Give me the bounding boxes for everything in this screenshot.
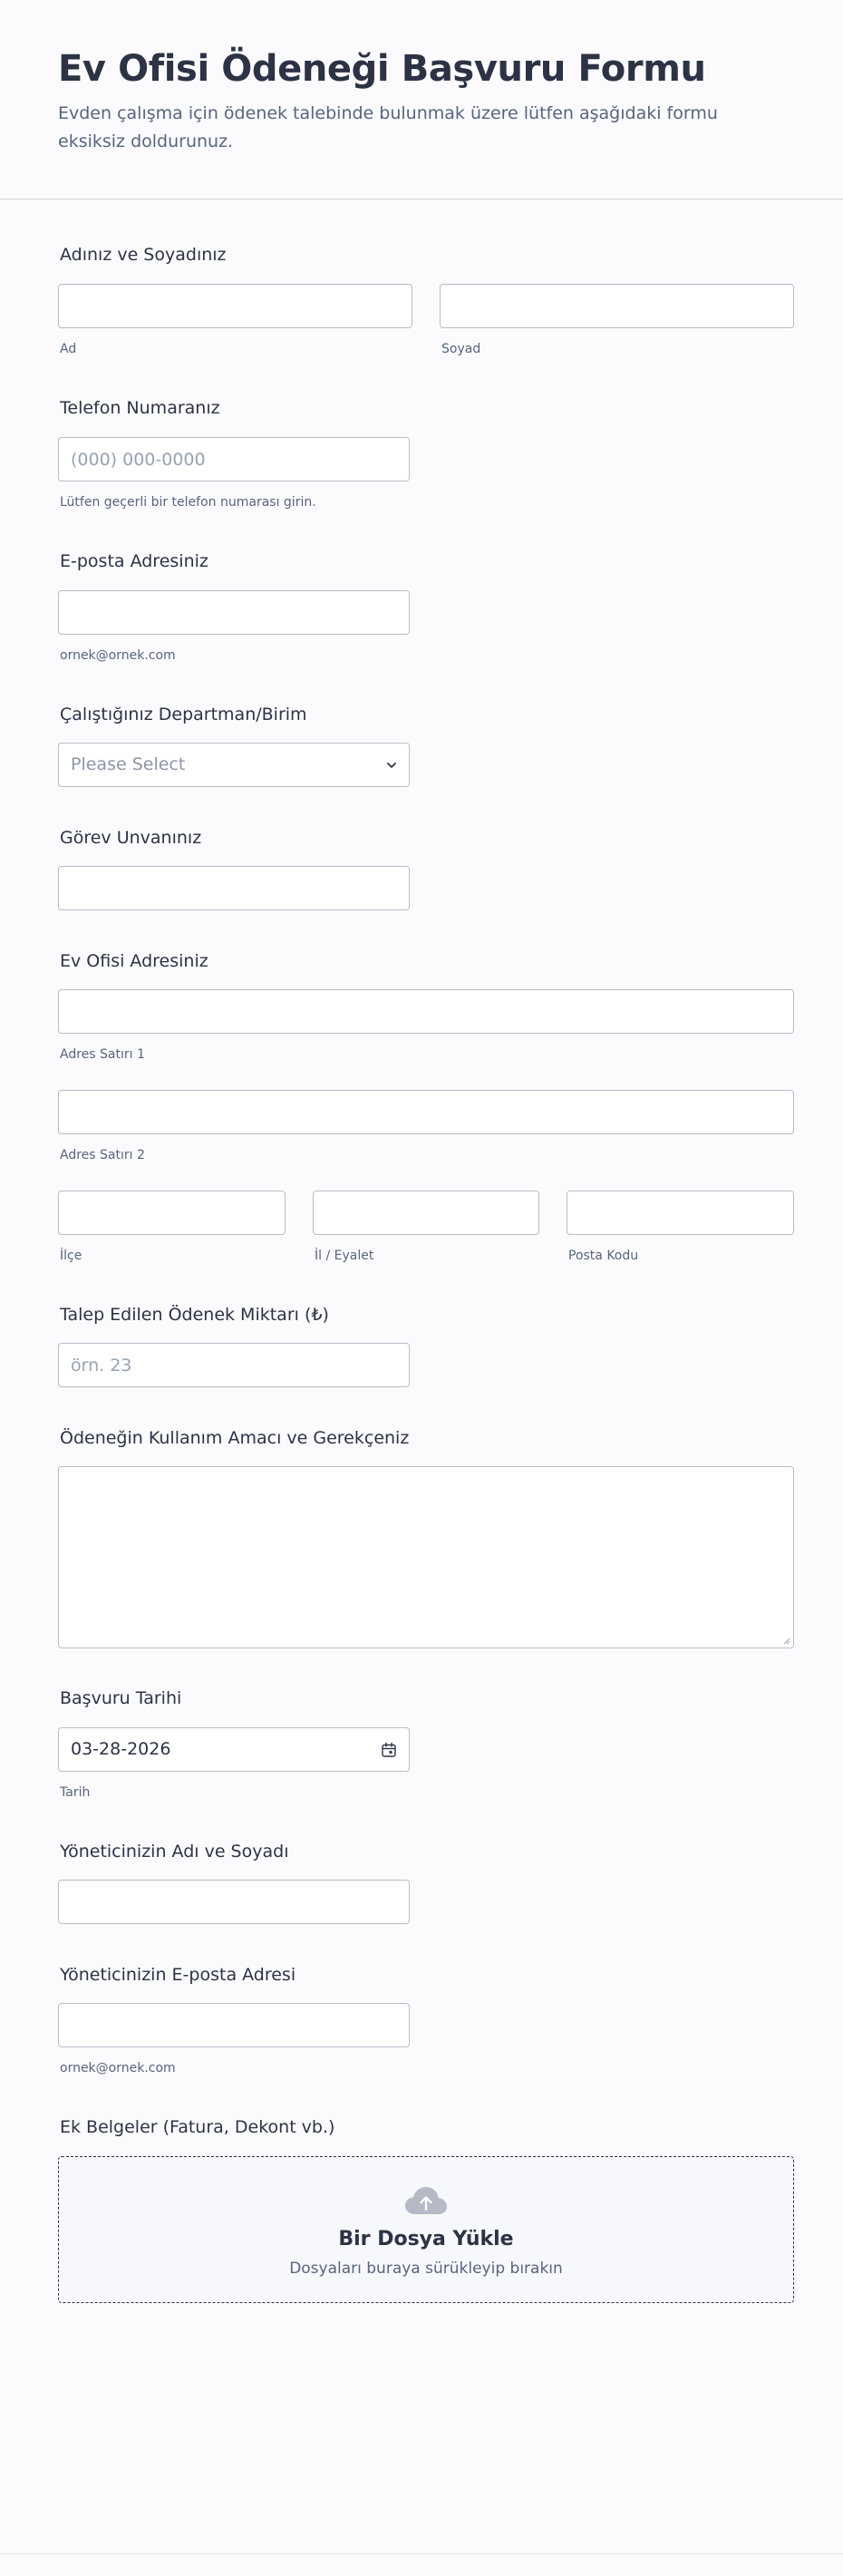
- manager-email-label: Yöneticinizin E-posta Adresi: [60, 1965, 296, 1985]
- department-label: Çalıştığınız Departman/Birim: [60, 705, 307, 724]
- date-input[interactable]: [58, 1727, 410, 1772]
- last-name-input[interactable]: [440, 284, 794, 328]
- chevron-down-icon: [385, 759, 398, 772]
- cloud-upload-icon: [403, 2184, 449, 2217]
- form-subtitle: Evden çalışma için ödenek talebinde bulunmak üzere lütfen aşağıdaki formu eksiksiz doldurunuz.: [58, 103, 718, 151]
- upload-title: Bir Dosya Yükle: [338, 2228, 514, 2250]
- email-input[interactable]: [58, 590, 410, 635]
- phone-input[interactable]: [58, 437, 410, 481]
- address-label: Ev Ofisi Adresiniz: [60, 951, 208, 971]
- manager-email-sublabel: ornek@ornek.com: [60, 2061, 176, 2075]
- date-value: 03-28-2026: [71, 1739, 171, 1759]
- department-select[interactable]: [58, 743, 410, 787]
- address-line1-sublabel: Adres Satırı 1: [60, 1047, 145, 1062]
- footer-divider: [0, 2553, 843, 2554]
- manager-email-input[interactable]: [58, 2003, 410, 2047]
- amount-label: Talep Edilen Ödenek Miktarı (₺): [60, 1305, 329, 1325]
- province-sublabel: İl / Eyalet: [315, 1249, 374, 1263]
- manager-name-label: Yöneticinizin Adı ve Soyadı: [60, 1842, 289, 1862]
- district-input[interactable]: [58, 1191, 286, 1235]
- purpose-textarea[interactable]: [58, 1466, 794, 1648]
- last-name-sublabel: Soyad: [441, 342, 481, 356]
- form-title: Ev Ofisi Ödeneği Başvuru Formu: [58, 48, 706, 90]
- attachments-label: Ek Belgeler (Fatura, Dekont vb.): [60, 2117, 335, 2137]
- postal-code-sublabel: Posta Kodu: [568, 1249, 639, 1263]
- first-name-input[interactable]: [58, 284, 412, 328]
- address-line2-sublabel: Adres Satırı 2: [60, 1148, 145, 1162]
- province-input[interactable]: [313, 1191, 539, 1235]
- purpose-label: Ödeneğin Kullanım Amacı ve Gerekçeniz: [60, 1428, 410, 1448]
- phone-sublabel: Lütfen geçerli bir telefon numarası girin.: [60, 495, 316, 510]
- district-sublabel: İlçe: [60, 1249, 82, 1263]
- email-label: E-posta Adresiniz: [60, 551, 208, 571]
- department-selected-value: Please Select: [71, 754, 186, 774]
- address-line1-input[interactable]: [58, 989, 794, 1034]
- resize-grip-icon[interactable]: [781, 1636, 790, 1645]
- amount-input[interactable]: [58, 1343, 410, 1387]
- job-title-input[interactable]: [58, 866, 410, 910]
- email-sublabel: ornek@ornek.com: [60, 648, 176, 663]
- phone-label: Telefon Numaranız: [60, 398, 220, 418]
- form-header: [0, 0, 843, 199]
- calendar-icon[interactable]: [381, 1742, 397, 1758]
- first-name-sublabel: Ad: [60, 342, 77, 356]
- file-upload-dropzone[interactable]: [58, 2156, 794, 2303]
- manager-name-input[interactable]: [58, 1880, 410, 1924]
- date-label: Başvuru Tarihi: [60, 1688, 182, 1708]
- address-line2-input[interactable]: [58, 1090, 794, 1134]
- postal-code-input[interactable]: [567, 1191, 794, 1235]
- date-sublabel: Tarih: [60, 1785, 91, 1800]
- upload-subtitle: Dosyaları buraya sürükleyip bırakın: [289, 2260, 563, 2278]
- name-label: Adınız ve Soyadınız: [60, 245, 227, 265]
- job-title-label: Görev Unvanınız: [60, 828, 202, 848]
